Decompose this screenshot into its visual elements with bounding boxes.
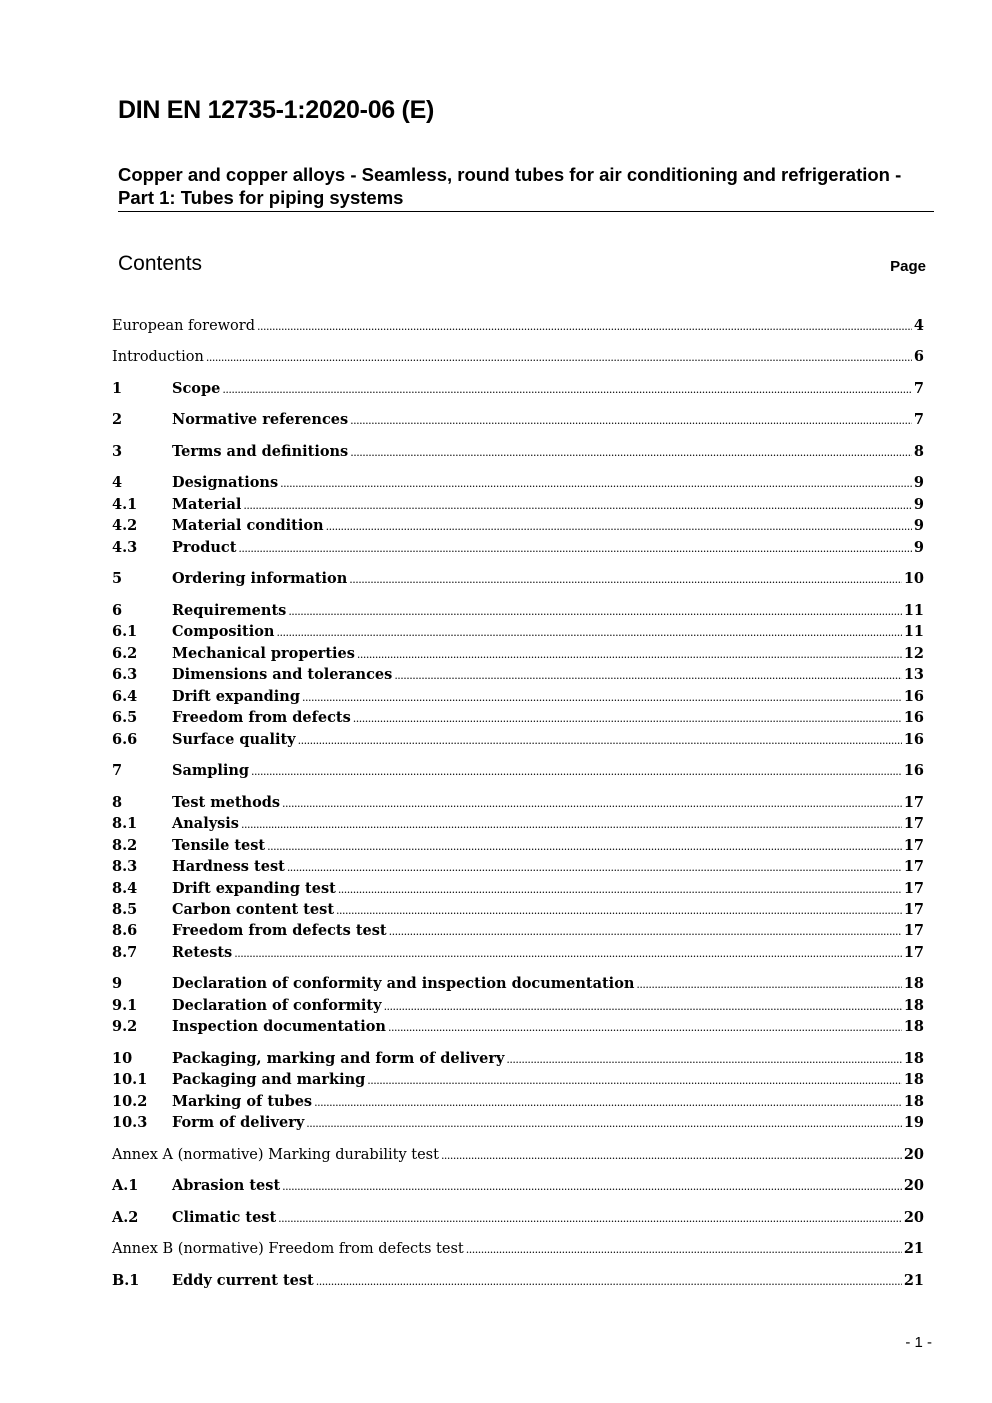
toc-entry-title: Freedom from defects	[172, 709, 351, 726]
toc-entry-page: 21	[903, 1240, 924, 1257]
toc-dot-leader	[338, 879, 902, 901]
toc-entry-page: 17	[903, 880, 924, 897]
toc-entry-page: 18	[903, 1093, 924, 1110]
toc-entry-number: 4	[112, 474, 123, 491]
toc-entry[interactable]	[112, 973, 924, 995]
toc-entry-page: 18	[903, 997, 924, 1014]
toc-entry-title: Introduction	[112, 349, 204, 365]
toc-entry-page: 16	[903, 709, 924, 726]
toc-entry[interactable]	[112, 621, 924, 643]
toc-entry-title: Inspection documentation	[172, 1018, 386, 1035]
toc-entry-number: A.1	[112, 1177, 139, 1194]
toc-entry[interactable]	[112, 1112, 924, 1134]
toc-entry-number: 2	[112, 411, 123, 428]
toc-entry[interactable]	[112, 1238, 924, 1260]
toc-entry-title: Drift expanding test	[172, 880, 336, 897]
toc-entry-title: Annex A (normative) Marking durability test	[112, 1147, 439, 1163]
toc-entry-page: 9	[913, 539, 924, 556]
toc-dot-leader	[389, 921, 902, 943]
toc-dot-leader	[257, 316, 912, 338]
toc-entry-page: 17	[903, 858, 924, 875]
toc-entry-title: European foreword	[112, 318, 256, 334]
toc-entry-title: Marking of tubes	[172, 1093, 313, 1110]
toc-entry-page: 16	[903, 731, 924, 748]
toc-dot-leader	[336, 900, 902, 922]
toc-entry-title: Dimensions and tolerances	[172, 666, 393, 683]
toc-dot-leader	[222, 379, 912, 401]
toc-entry-number: 8.5	[112, 901, 138, 918]
toc-entry[interactable]	[112, 1069, 924, 1091]
toc-entry-title: Declaration of conformity and inspection documentation	[172, 975, 635, 992]
toc-entry[interactable]	[112, 664, 924, 686]
toc-entry-page: 20	[903, 1177, 924, 1194]
toc-entry[interactable]	[112, 1048, 924, 1070]
toc-entry-number: 8.4	[112, 880, 138, 897]
toc-entry-title: Surface quality	[172, 731, 296, 748]
toc-entry-number: 8.6	[112, 922, 138, 939]
toc-entry-page: 17	[903, 815, 924, 832]
toc-entry-number: 8.2	[112, 837, 138, 854]
toc-entry-title: Product	[172, 539, 237, 556]
toc-dot-leader	[206, 347, 912, 369]
toc-entry-number: 6.3	[112, 666, 138, 683]
toc-entry-number: 7	[112, 762, 123, 779]
toc-dot-leader	[280, 473, 912, 495]
toc-dot-leader	[350, 410, 912, 432]
toc-entry-page: 18	[903, 975, 924, 992]
toc-dot-leader	[314, 1092, 902, 1114]
toc-dot-leader	[234, 943, 902, 965]
toc-entry-page: 9	[913, 517, 924, 534]
toc-dot-leader	[267, 836, 902, 858]
toc-entry-page: 7	[913, 380, 924, 397]
toc-entry-page: 12	[903, 645, 924, 662]
toc-dot-leader	[288, 601, 902, 623]
toc-entry-number: 6.2	[112, 645, 138, 662]
toc-entry-page: 4	[913, 317, 924, 334]
contents-heading: Contents	[118, 252, 203, 275]
toc-entry-title: Drift expanding	[172, 688, 300, 705]
toc-entry-title: Freedom from defects test	[172, 922, 387, 939]
toc-entry-title: Packaging and marking	[172, 1071, 366, 1088]
toc-entry[interactable]	[112, 760, 924, 782]
toc-entry-number: 6.6	[112, 731, 138, 748]
toc-entry-page: 6	[913, 348, 924, 365]
toc-entry-title: Terms and definitions	[172, 443, 349, 460]
toc-dot-leader	[276, 622, 901, 644]
toc-entry-page: 11	[903, 602, 924, 619]
toc-entry-number: 10.2	[112, 1093, 148, 1110]
toc-entry[interactable]	[112, 835, 924, 857]
toc-dot-leader	[302, 687, 902, 709]
toc-entry-number: 6	[112, 602, 123, 619]
toc-entry-page: 16	[903, 762, 924, 779]
toc-entry-title: Requirements	[172, 602, 287, 619]
toc-dot-leader	[349, 569, 902, 591]
toc-entry-title: Retests	[172, 944, 233, 961]
toc-entry[interactable]	[112, 1091, 924, 1113]
toc-entry[interactable]	[112, 1144, 924, 1166]
toc-entry-page: 17	[903, 837, 924, 854]
toc-entry-number: 8.7	[112, 944, 138, 961]
toc-entry-page: 11	[903, 623, 924, 640]
toc-entry-number: 8.3	[112, 858, 138, 875]
toc-dot-leader	[441, 1145, 902, 1167]
toc-entry-page: 7	[913, 411, 924, 428]
toc-dot-leader	[367, 1070, 902, 1092]
document-subtitle: Copper and copper alloys - Seamless, round tubes for air conditioning and refrigeration - Part 1: Tubes for piping systems	[118, 164, 934, 212]
toc-entry-title: Packaging, marking and form of delivery	[172, 1050, 505, 1067]
toc-dot-leader	[388, 1017, 902, 1039]
toc-entry-page: 13	[903, 666, 924, 683]
toc-dot-leader	[466, 1239, 902, 1261]
toc-dot-leader	[241, 814, 902, 836]
toc-entry[interactable]	[112, 494, 924, 516]
toc-entry-number: 4.1	[112, 496, 138, 513]
toc-entry[interactable]	[112, 813, 924, 835]
toc-entry[interactable]	[112, 441, 924, 463]
toc-entry[interactable]	[112, 472, 924, 494]
toc-entry[interactable]	[112, 1207, 924, 1229]
toc-entry[interactable]	[112, 995, 924, 1017]
toc-entry-title: Material condition	[172, 517, 324, 534]
toc-entry-number: 8	[112, 794, 123, 811]
toc-entry-title: Declaration of conformity	[172, 997, 382, 1014]
toc-dot-leader	[353, 708, 902, 730]
toc-entry-number: 4.2	[112, 517, 138, 534]
toc-entry-page: 17	[903, 944, 924, 961]
toc-dot-leader	[282, 793, 902, 815]
toc-entry-title: Designations	[172, 474, 279, 491]
toc-entry[interactable]	[112, 899, 924, 921]
toc-dot-leader	[243, 495, 911, 517]
document-title: DIN EN 12735-1:2020-06 (E)	[118, 96, 434, 124]
toc-entry-page: 17	[903, 922, 924, 939]
toc-entry-number: 6.4	[112, 688, 138, 705]
page-number: - 1 -	[905, 1334, 932, 1351]
toc-entry-title: Material	[172, 496, 242, 513]
toc-entry-title: Ordering information	[172, 570, 348, 587]
toc-entry-title: Composition	[172, 623, 275, 640]
toc-dot-leader	[316, 1271, 902, 1293]
toc-entry[interactable]	[112, 643, 924, 665]
toc-entry-page: 18	[903, 1071, 924, 1088]
toc-entry-title: Sampling	[172, 762, 250, 779]
toc-entry-number: 4.3	[112, 539, 138, 556]
toc-entry[interactable]	[112, 878, 924, 900]
toc-entry-page: 9	[913, 474, 924, 491]
toc-entry[interactable]	[112, 1016, 924, 1038]
toc-entry[interactable]	[112, 920, 924, 942]
toc-entry-title: Analysis	[172, 815, 239, 832]
toc-entry-number: 10.1	[112, 1071, 148, 1088]
toc-dot-leader	[357, 644, 902, 666]
toc-entry[interactable]	[112, 729, 924, 751]
toc-entry[interactable]	[112, 856, 924, 878]
toc-dot-leader	[298, 730, 902, 752]
toc-dot-leader	[326, 516, 912, 538]
toc-entry[interactable]	[112, 315, 924, 337]
toc-entry[interactable]	[112, 568, 924, 590]
toc-entry[interactable]	[112, 942, 924, 964]
toc-entry[interactable]	[112, 792, 924, 814]
toc-entry[interactable]	[112, 515, 924, 537]
toc-entry-number: 3	[112, 443, 123, 460]
toc-entry[interactable]	[112, 1175, 924, 1197]
toc-entry-title: Eddy current test	[172, 1272, 314, 1289]
toc-dot-leader	[287, 857, 902, 879]
toc-entry-title: Scope	[172, 380, 221, 397]
toc-dot-leader	[282, 1176, 902, 1198]
toc-entry-page: 10	[903, 570, 924, 587]
toc-entry-page: 16	[903, 688, 924, 705]
toc-entry-page: 20	[903, 1146, 924, 1163]
toc-dot-leader	[278, 1208, 902, 1230]
toc-entry-page: 20	[903, 1209, 924, 1226]
toc-dot-leader	[306, 1113, 902, 1135]
toc-entry-number: B.1	[112, 1272, 140, 1289]
toc-entry-number: 8.1	[112, 815, 138, 832]
toc-entry-page: 9	[913, 496, 924, 513]
toc-entry-title: Mechanical properties	[172, 645, 355, 662]
toc-entry-number: 9.2	[112, 1018, 138, 1035]
toc-dot-leader	[394, 665, 902, 687]
toc-entry-page: 18	[903, 1018, 924, 1035]
toc-entry[interactable]	[112, 600, 924, 622]
toc-entry-number: 10	[112, 1050, 133, 1067]
toc-entry-number: A.2	[112, 1209, 139, 1226]
toc-entry-page: 18	[903, 1050, 924, 1067]
toc-entry-page: 17	[903, 794, 924, 811]
toc-entry-title: Tensile test	[172, 837, 266, 854]
toc-entry-page: 17	[903, 901, 924, 918]
toc-entry-title: Annex B (normative) Freedom from defects test	[112, 1241, 464, 1257]
toc-entry-title: Normative references	[172, 411, 349, 428]
toc-entry-title: Climatic test	[172, 1209, 277, 1226]
toc-entry-number: 9	[112, 975, 123, 992]
toc-entry-page: 21	[903, 1272, 924, 1289]
toc-entry-number: 10.3	[112, 1114, 148, 1131]
toc-dot-leader	[238, 538, 911, 560]
toc-entry-number: 6.1	[112, 623, 138, 640]
toc-entry-page: 19	[903, 1114, 924, 1131]
toc-dot-leader	[251, 761, 902, 783]
toc-dot-leader	[350, 442, 912, 464]
toc-entry-title: Test methods	[172, 794, 281, 811]
toc-dot-leader	[506, 1049, 901, 1071]
toc-entry[interactable]	[112, 686, 924, 708]
toc-entry[interactable]	[112, 409, 924, 431]
toc-entry-title: Form of delivery	[172, 1114, 305, 1131]
toc-entry-page: 8	[913, 443, 924, 460]
toc-entry-number: 9.1	[112, 997, 138, 1014]
toc-entry[interactable]	[112, 1270, 924, 1292]
toc-dot-leader	[384, 996, 902, 1018]
toc-entry-number: 5	[112, 570, 123, 587]
toc-entry-number: 1	[112, 380, 123, 397]
toc-entry[interactable]	[112, 707, 924, 729]
toc-entry[interactable]	[112, 346, 924, 368]
toc-dot-leader	[636, 974, 901, 996]
toc-entry-title: Abrasion test	[172, 1177, 281, 1194]
toc-entry-number: 6.5	[112, 709, 138, 726]
toc-entry[interactable]	[112, 378, 924, 400]
toc-entry[interactable]	[112, 537, 924, 559]
toc-entry-title: Carbon content test	[172, 901, 335, 918]
toc-entry-title: Hardness test	[172, 858, 285, 875]
page-column-label: Page	[890, 258, 926, 275]
